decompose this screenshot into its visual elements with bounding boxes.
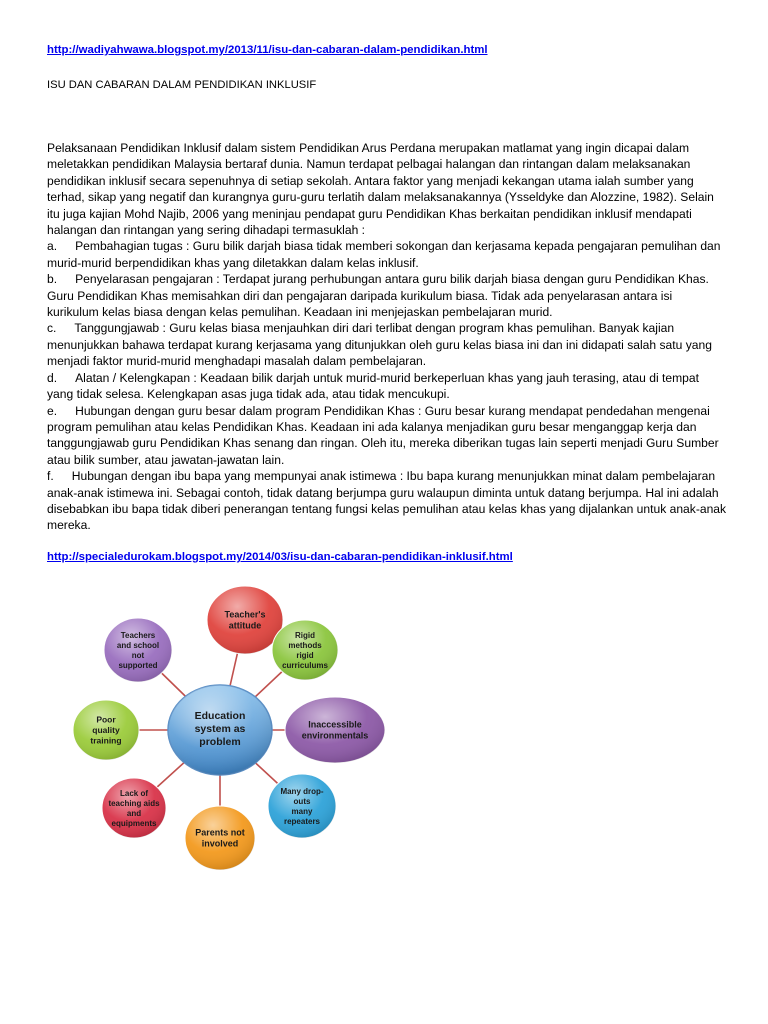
node-label: many xyxy=(291,806,313,816)
node-label: teaching aids xyxy=(108,798,160,808)
diagram-node xyxy=(285,697,385,763)
education-problems-diagram xyxy=(0,580,768,880)
challenge-list xyxy=(47,238,727,533)
node-label: Many drop- xyxy=(280,786,324,796)
item-text: Hubungan dengan ibu bapa yang mempunyai anak istimewa : Ibu bapa kurang menunjukkan minat dalam pembelajaran anak-anak istimewa ini. Sebagai contoh, tidak datang berjumpa guru walaupun diminta untuk datang berjumpa. Hal ini adalah disebabkan ibu bapa tidak diberi penerangan tentang fungsi kelas pemulihan atau kelas khas yang dijalankan untuk anak-anak mereka. xyxy=(47,469,727,533)
node-label: attitude xyxy=(228,620,262,631)
node-label: and xyxy=(126,808,142,818)
diagram-node xyxy=(268,774,336,838)
item-text: Hubungan dengan guru besar dalam program Pendidikan Khas : Guru besar kurang mendapat pendedahan mengenai program pemulihan atau kelas Pendidikan Khas. Keadaan ini ada kalanya menjadikan guru besar menganggap kerja dan tanggungjawab guru Pendidikan Khas senang dan ringan. Oleh itu, mereka diberikan tugas lain seperti menjadi Guru Sumber atau bilik sumber, atau jawatan-jawatan lain. xyxy=(47,403,719,467)
item-letter: c. xyxy=(47,321,57,336)
center-label-2: system as xyxy=(194,723,246,735)
challenge-item xyxy=(47,320,727,369)
node-label: Inaccessible xyxy=(308,719,362,730)
node-label: methods xyxy=(288,640,322,650)
diagram-center-node xyxy=(168,685,272,775)
node-label: environmentals xyxy=(301,730,369,741)
node-label: outs xyxy=(293,796,311,806)
source-link-top[interactable]: http://wadiyahwawa.blogspot.my/2013/11/isu-dan-cabaran-dalam-pendidikan.html xyxy=(47,44,488,56)
item-text: Alatan / Kelengkapan : Keadaan bilik darjah untuk murid-murid berkeperluan khas yang jauh terasing, atau di tempat yang tidak selesa. Kelengkapan asas juga tidak ada, atau tidak mencukupi. xyxy=(47,370,699,402)
item-text: Pembahagian tugas : Guru bilik darjah biasa tidak memberi sokongan dan kerjasama kepada pengajaran pemulihan dan murid-murid berpendidikan khas yang diletakkan dalam kelas inklusif. xyxy=(47,239,721,270)
center-label-1: Education xyxy=(194,710,246,722)
node-label: not xyxy=(131,650,145,660)
document-title: ISU DAN CABARAN DALAM PENDIDIKAN INKLUSIF xyxy=(47,79,317,91)
diagram-node xyxy=(102,778,166,838)
intro-paragraph: Pelaksanaan Pendidikan Inklusif dalam sistem Pendidikan Arus Perdana merupakan matlamat yang ingin dicapai dalam meletakkan pendidikan Malaysia bertaraf dunia. Namun terdapat pelbagai halangan dan rintangan dalam melaksanakan pendidikan inklusif secara sepenuhnya di setiap sekolah. Antara faktor yang menjadi kekangan utama ialah sumber yang terhad, sikap yang negatif dan kurangnya guru-guru terlatih dalam melaksanakannya (Ysseldyke dan Alozzine, 1982). Selain itu juga kajian Mohd Najib, 2006 yang meninjau pendapat guru Pendidikan Khas berkaitan pendidikan inklusif mendapati halangan dan rintangan yang sering dihadapi termasuklah : xyxy=(47,141,714,238)
item-letter: d. xyxy=(47,370,58,385)
node-label: training xyxy=(90,735,122,746)
node-label: involved xyxy=(201,838,239,849)
node-label: Teacher's xyxy=(224,609,266,620)
node-label: supported xyxy=(118,660,158,670)
challenge-item xyxy=(47,370,727,403)
node-label: Lack of xyxy=(119,788,149,798)
node-label: Parents not xyxy=(195,827,245,838)
diagram-node xyxy=(104,618,172,682)
node-label: and school xyxy=(116,640,160,650)
challenge-item xyxy=(47,238,727,271)
challenge-item xyxy=(47,468,727,534)
node-label: Rigid xyxy=(295,630,315,640)
node-label: quality xyxy=(92,724,120,735)
node-label: Poor xyxy=(96,714,116,725)
node-label: curriculums xyxy=(282,660,328,670)
diagram-node xyxy=(73,700,139,760)
center-label-3: problem xyxy=(199,736,241,748)
item-text: Penyelarasan pengajaran : Terdapat jurang perhubungan antara guru bilik darjah biasa dengan guru Pendidikan Khas. Guru Pendidikan Khas memisahkan diri dan pengajaran daripada kurikulum biasa. Tidak ada penyelarasan antara isi kurikulum kelas biasa dengan kelas pemulihan. Keadaan ini menjejaskan pembelajaran murid. xyxy=(47,272,709,320)
item-letter: a. xyxy=(47,239,58,254)
diagram-node xyxy=(185,806,255,870)
node-label: equipments xyxy=(111,818,157,828)
node-label: Teachers xyxy=(120,630,156,640)
diagram-node xyxy=(272,620,338,680)
source-link-bottom[interactable]: http://specialedurokam.blogspot.my/2014/03/isu-dan-cabaran-pendidikan-inklusif.html xyxy=(47,551,513,563)
diagram-node xyxy=(207,586,283,654)
body-text xyxy=(47,140,727,534)
item-letter: b. xyxy=(47,272,58,287)
challenge-item xyxy=(47,271,727,320)
node-label: repeaters xyxy=(283,816,321,826)
item-letter: f. xyxy=(47,469,54,484)
item-letter: e. xyxy=(47,403,58,418)
node-label: rigid xyxy=(296,650,314,660)
item-text: Tanggungjawab : Guru kelas biasa menjauhkan diri dari terlibat dengan program khas pemulihan. Banyak kajian menunjukkan bahawa terdapat kurang kerjasama yang ditunjukkan oleh guru kelas biasa ini dan ini didapati salah satu yang menjadi faktor murid-murid menghadapi masalah dalam pembelajaran. xyxy=(47,321,712,369)
challenge-item xyxy=(47,403,727,469)
